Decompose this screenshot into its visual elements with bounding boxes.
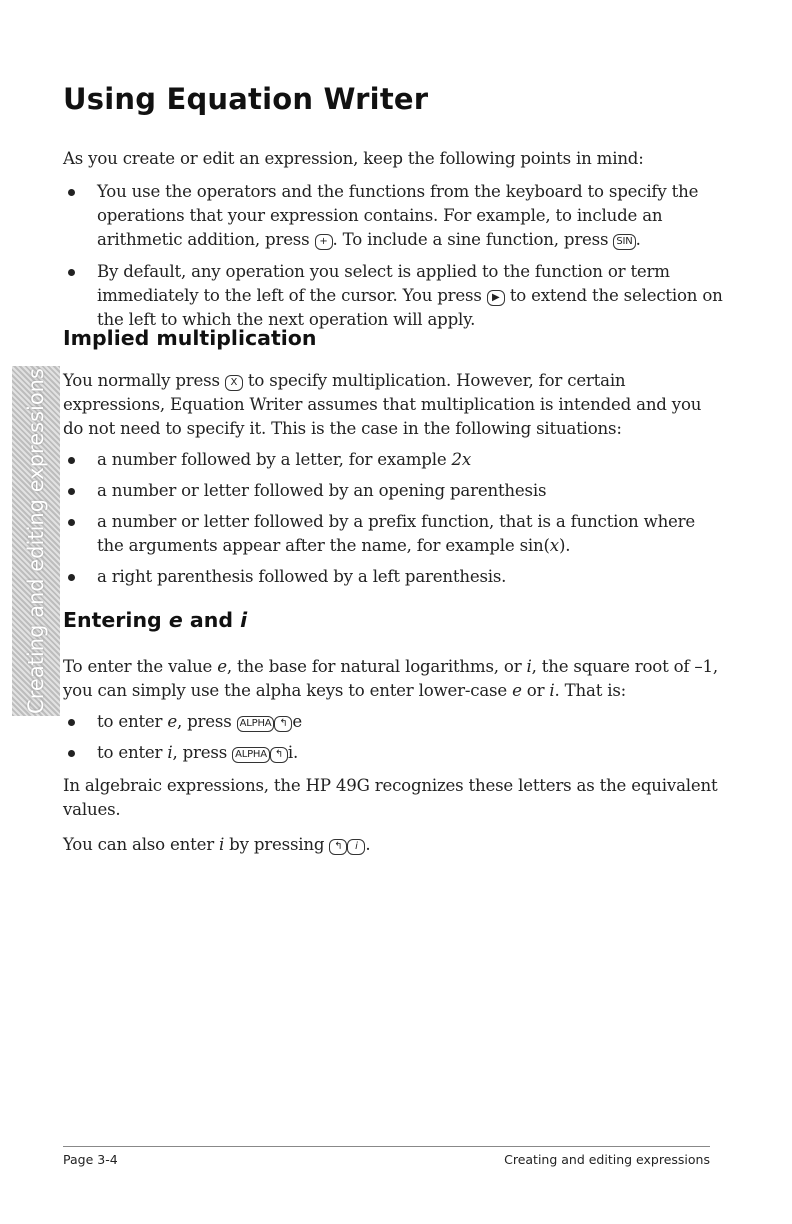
chapter-side-tab [12, 366, 60, 716]
list-item: to enter e, press ALPHA ↰ e [63, 710, 723, 734]
list-item: a number followed by a letter, for example 2x [63, 448, 723, 472]
right-arrow-key-icon: ▶ [487, 290, 505, 306]
list-item: You use the operators and the functions from the keyboard to specify the operations that your expression contains. For example, to include an arithmetic addition, press + . To include a sine function, press SIN . [63, 180, 723, 252]
paragraph: You normally press X to specify multiplication. However, for certain expressions, Equation Writer assumes that multiplication is intended and you do not need to specify it. This is the case in the following situations: [63, 371, 702, 438]
sin-key-icon: SIN [613, 234, 635, 250]
paragraph: In algebraic expressions, the HP 49G recognizes these letters as the equivalent values. [63, 776, 718, 819]
multiply-key-icon: X [225, 375, 243, 391]
list-item: to enter i, press ALPHA ↰ i. [63, 741, 723, 765]
i-key-icon: i [347, 839, 365, 855]
footer-chapter-title: Creating and editing expressions [504, 1152, 710, 1167]
left-shift-key-icon: ↰ [329, 839, 347, 855]
list-item: a right parenthesis followed by a left parenthesis. [63, 565, 723, 589]
page-title: Using Equation Writer [63, 82, 429, 116]
side-tab-label: Creating and editing expressions [24, 368, 48, 714]
list-item: a number or letter followed by a prefix function, that is a function where the arguments appear after the name, for example sin(x). [63, 510, 723, 558]
footer-divider [63, 1146, 710, 1147]
left-shift-key-icon: ↰ [274, 716, 292, 732]
list-item: a number or letter followed by an opening parenthesis [63, 479, 723, 503]
footer-page-number: Page 3-4 [63, 1152, 118, 1167]
paragraph: You can also enter i by pressing ↰ i . [63, 835, 371, 854]
left-shift-key-icon: ↰ [270, 747, 288, 763]
paragraph: To enter the value e, the base for natural logarithms, or i, the square root of –1, you can simply use the alpha keys to enter lower-case e or i. That is: [63, 657, 718, 700]
section-heading: Implied multiplication [63, 326, 317, 350]
section-heading: Entering e and i [63, 608, 248, 632]
plus-key-icon: + [315, 234, 333, 250]
alpha-key-icon: ALPHA [232, 747, 270, 763]
list-item: By default, any operation you select is applied to the function or term immediately to the left of the cursor. You press ▶ to extend the selection on the left to which the next operation will apply. [63, 260, 723, 332]
intro-paragraph: As you create or edit an expression, keep the following points in mind: [63, 149, 644, 168]
alpha-key-icon: ALPHA [237, 716, 275, 732]
